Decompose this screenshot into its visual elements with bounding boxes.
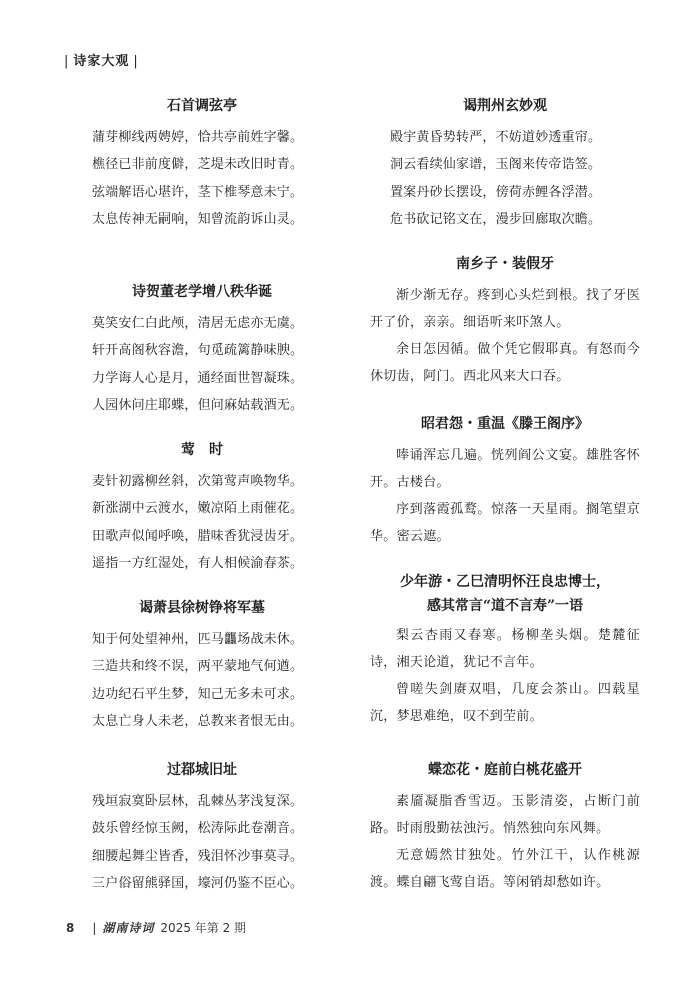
poem-line: 弦端解语心堪许，茎下椎琴意未宁。 <box>92 184 304 200</box>
poem-paragraph: 余日怎因循。做个凭它假耶真。有怒而今休切齿，阿门。西北风来大口吞。 <box>370 342 640 384</box>
poem-line: 殿宇黄昏势转严，不妨道妙透重帘。 <box>390 130 602 145</box>
poem-title: 莺 时 <box>181 442 223 458</box>
poem-title: 石首调弦亭 <box>167 98 237 114</box>
poem-title: 过鄀城旧址 <box>167 762 237 778</box>
poem-line: 置案丹砂长摆设，傍荷赤鲤各浮潜。 <box>390 184 602 200</box>
page-number: 8 <box>66 920 75 935</box>
poem <box>92 280 312 438</box>
poem <box>92 758 312 897</box>
poem-line: 力学诲人心是月，通经面世智凝珠。 <box>92 370 304 386</box>
poem-title: 谒萧县徐树铮将军墓 <box>139 600 265 616</box>
poem-line: 三造共和终不误，两平蒙地气何遒。 <box>92 659 304 675</box>
poem-line: 新涨湖中云渡水，嫩凉陌上雨催花。 <box>92 501 304 517</box>
section-tag: | 诗家大观 | <box>64 54 139 69</box>
right-column <box>370 94 640 896</box>
poem-line: 知于何处望神州，匹马龘场战未休。 <box>92 632 304 647</box>
poem-paragraph: 无意嫣然甘独处。竹外江干，认作桃源渡。蝶自翩飞莺自语。等闲销却愁如许。 <box>370 848 640 890</box>
section-name: 诗家大观 <box>73 54 130 69</box>
poem-paragraph: 素靥凝脂香雪迈。玉影清姿，占断门前路。时雨殷勤祛浊污。悄然独向东风舞。 <box>370 794 640 836</box>
poem-line: 遥指一方红湿处，有人相候渝春茶。 <box>92 555 304 571</box>
poem <box>92 94 312 280</box>
left-column <box>92 94 312 897</box>
poem-line: 危书砍记铭文在，漫步回廊取次瞻。 <box>390 211 602 227</box>
poem <box>92 438 312 596</box>
poem-title: 蝶恋花・庭前白桃花盛开 <box>428 762 582 778</box>
poem-paragraph: 渐少渐无存。疼到心头烂到根。找了牙医开了价，亲亲。细语听来吓煞人。 <box>370 288 640 330</box>
page-footer <box>66 919 246 936</box>
poem-title: 谒荆州玄妙观 <box>463 98 547 114</box>
poem <box>370 570 640 758</box>
poem-title: 南乡子・装假牙 <box>456 256 554 272</box>
poem <box>370 758 640 896</box>
poem-line: 麦针初露柳丝斜，次第莺声唤物华。 <box>92 474 304 489</box>
poem-title-line-2: 感其常言“道不言寿”一语 <box>426 598 584 614</box>
poem-line: 洞云看续仙家谱，玉阁来传帝诰签。 <box>390 157 602 173</box>
issue-label: 2025 年第 2 期 <box>160 921 247 935</box>
poem-line: 细腰起舞尘皆香，残泪怀沙事莫寻。 <box>92 848 304 864</box>
poem-line: 人园休问庄耶蝶，但问麻姑载酒无。 <box>92 397 304 413</box>
poem-paragraph: 曾嗟失剑赓双唱，几度会茶山。四载星沉，梦思难绝，叹不到茔前。 <box>370 682 640 724</box>
poem-line: 田歌声似闻呼唤，腊味香犹浸齿牙。 <box>92 528 304 544</box>
poem-line: 莫笑安仁白此颅，清居无虑亦无虞。 <box>92 316 304 331</box>
poem-paragraph: 序到落霞孤鹜。惊落一天星雨。搁笔望京华。密云遮。 <box>370 502 640 544</box>
poem <box>370 252 640 412</box>
poem-line: 鼓乐曾经惊玉阙，松涛际此卷潮音。 <box>92 821 304 837</box>
poem-line: 残垣寂寞卧层林，乱棘丛茅浅复深。 <box>92 794 304 809</box>
poem-line: 三户俗留熊驿国，壕河仍鉴不臣心。 <box>92 875 304 891</box>
poem-line: 轩开高阁秋容澹，句觅疏篱静味腴。 <box>92 343 304 359</box>
poem-line: 蒲芽柳线两娉婷，恰共亭前姓字馨。 <box>92 130 304 145</box>
poem-line: 边功纪石平生梦，知己无多未可求。 <box>92 686 304 702</box>
poem-paragraph: 梨云杏雨又春寒。杨柳垄头烟。楚麓征诗，湘天论道，犹记不言年。 <box>370 628 640 670</box>
poem-paragraph: 唪诵浑忘几遍。恍列阎公文宴。雄胜客怀开。古楼台。 <box>370 448 640 490</box>
poem-title: 少年游・乙巳清明怀汪良忠博士， <box>400 574 610 590</box>
footer-divider: | <box>92 920 97 935</box>
poem-title: 昭君怨・重温《滕王阁序》 <box>421 416 589 432</box>
poem-line: 樵径已非前度僻，芝堤未改旧时青。 <box>92 157 304 173</box>
poem-title: 诗贺董老学增八秩华诞 <box>132 284 272 300</box>
poem-line: 太息传神无嗣响，知曾流韵诉山灵。 <box>92 211 304 227</box>
magazine-name: 湖南诗词 <box>102 921 155 935</box>
poem <box>92 596 312 758</box>
poem-line: 太息亡身人未老，总教来者恨无由。 <box>92 713 304 729</box>
poem <box>370 412 640 570</box>
poem <box>370 94 640 252</box>
